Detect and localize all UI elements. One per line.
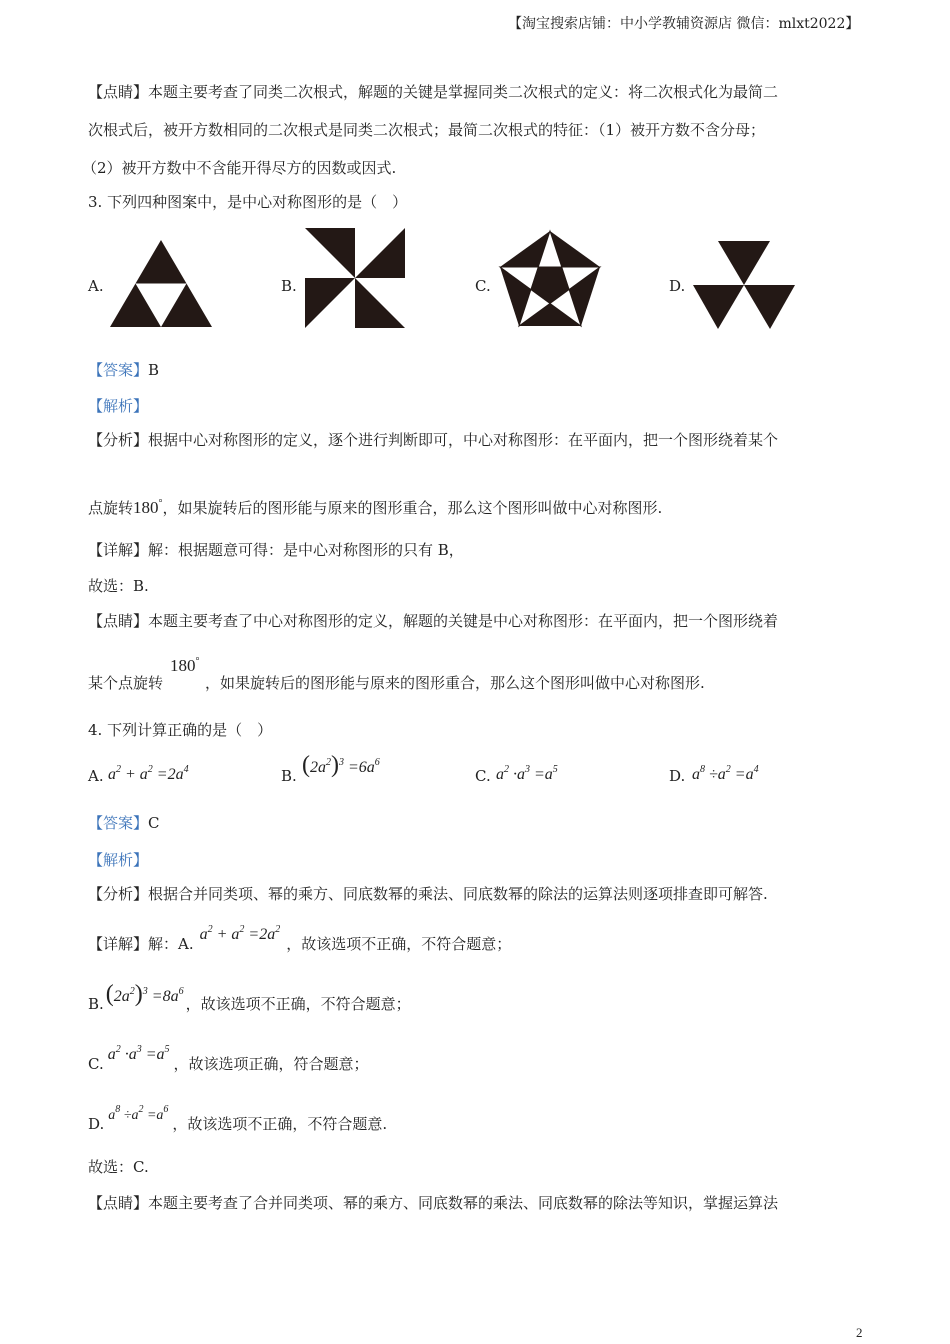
q4-xiangjie-b-label: B. — [88, 995, 104, 1013]
q4-xiangjie-c-label: C. — [88, 1055, 104, 1073]
q3-option-a-triforce-figure — [108, 238, 214, 330]
q4-option-b-label: B. — [281, 767, 297, 785]
q3-fenxi-line-2-post: ，如果旋转后的图形能与原来的图形重合，那么这个图形叫做中心对称图形. — [162, 499, 663, 517]
q2-note-line-3: （2）被开方数中不含能开得尽方的因数或因式. — [82, 159, 397, 177]
q4-xiangjie-b-formula: $(2a^2)^3 =8a^6$ — [105, 981, 184, 1007]
q3-dianjing-line-1: 【点睛】本题主要考查了中心对称图形的定义，解题的关键是中心对称图形：在平面内，把一个图形绕着 — [88, 612, 779, 630]
q4-option-a-label: A. — [88, 767, 104, 785]
q3-answer-tag: 【答案】 — [88, 361, 149, 379]
q4-xiangjie-a — [88, 924, 512, 955]
q4-xiangjie-a-text: ，故该选项不正确，不符合题意； — [286, 935, 512, 953]
q3-fenxi-line-2 — [88, 494, 662, 518]
q4-xiangjie-b — [88, 981, 411, 1015]
q3-stem: 3. 下列四种图案中，是中心对称图形的是（ ） — [88, 193, 408, 211]
q4-option-b-formula: $(2a^2)^3 =6a^6$ — [302, 752, 380, 778]
q3-guxuan: 故选：B. — [88, 577, 149, 595]
q3-fenxi-line-2-pre: 点旋转 — [88, 499, 134, 517]
q3-option-c-pentagon-star-figure — [497, 229, 603, 329]
q4-guxuan: 故选：C. — [88, 1158, 149, 1176]
q4-xiangjie-d-text: ，故该选项不正确，不符合题意. — [172, 1115, 388, 1133]
q3-answer — [88, 360, 159, 380]
q4-xiangjie-d-label: D. — [88, 1115, 105, 1133]
q4-option-d-formula: $a^8 \div a^2 =a^4$ — [692, 764, 759, 783]
q4-xiangjie-d-formula: $a^8 \div a^2 =a^6$ — [108, 1104, 169, 1123]
q4-stem: 4. 下列计算正确的是（ ） — [88, 721, 273, 739]
q4-fenxi: 【分析】根据合并同类项、幂的乘方、同底数幂的乘法、同底数幂的除法的运算法则逐项排查即可解答. — [88, 885, 768, 903]
q3-dianjing-line-2-post: ，如果旋转后的图形能与原来的图形重合，那么这个图形叫做中心对称图形. — [205, 674, 705, 692]
q4-dianjing: 【点睛】本题主要考查了合并同类项、幂的乘方、同底数幂的乘法、同底数幂的除法等知识，掌握运算法 — [88, 1194, 779, 1212]
q3-dianjing-angle: 180° — [170, 656, 200, 675]
q3-option-a-label: A. — [88, 277, 104, 295]
q4-option-c-formula: $a^2 \cdot a^3 =a^5$ — [496, 764, 558, 783]
q3-analysis-tag: 【解析】 — [88, 397, 149, 415]
q4-answer-tag: 【答案】 — [88, 814, 149, 832]
q4-xiangjie-c-text: ，故该选项正确，符合题意； — [173, 1055, 369, 1073]
q3-option-d-label: D. — [669, 277, 686, 295]
q4-xiangjie-c — [88, 1044, 369, 1075]
q3-option-c-label: C. — [475, 277, 491, 295]
q3-dianjing-line-2-pre: 某个点旋转 — [88, 674, 164, 692]
q3-xiangjie: 【详解】解：根据题意可得：是中心对称图形的只有 B， — [88, 541, 464, 559]
q3-option-b-label: B. — [281, 277, 297, 295]
q4-answer — [88, 813, 160, 833]
q3-dianjing-line-2 — [88, 673, 705, 693]
q3-fenxi-angle: 180° — [133, 498, 163, 517]
q2-note-line-1: 【点睛】本题主要考查了同类二次根式，解题的关键是掌握同类二次根式的定义：将二次根式化为最简二 — [88, 83, 779, 101]
q4-xiangjie-c-formula: $a^2 \cdot a^3 =a^5$ — [107, 1044, 170, 1063]
page-header: 【淘宝搜索店铺：中小学教辅资源店 微信：mlxt2022】 — [508, 16, 860, 32]
q3-option-b-pinwheel-figure — [303, 226, 407, 330]
q3-fenxi-line-1: 【分析】根据中心对称图形的定义，逐个进行判断即可，中心对称图形：在平面内，把一个图形绕着某个 — [88, 431, 779, 449]
q4-xiangjie-d — [88, 1104, 388, 1136]
q4-xiangjie-pre: 【详解】解：A. — [88, 935, 194, 953]
q3-option-d-three-triangles-figure — [691, 239, 797, 331]
q2-note-line-2: 次根式后，被开方数相同的二次根式是同类二次根式；最简二次根式的特征：（1）被开方数不含分母； — [88, 121, 766, 139]
page-number: 2 — [856, 1325, 863, 1340]
q4-option-d-label: D. — [669, 767, 686, 785]
q3-answer-value: B — [148, 361, 160, 379]
q4-xiangjie-b-text: ，故该选项不正确，不符合题意； — [185, 995, 411, 1013]
q4-option-c-label: C. — [475, 767, 491, 785]
q4-answer-value: C — [148, 814, 160, 832]
q4-xiangjie-a-formula: $a^2 + a^2 =2a^2$ — [199, 924, 281, 943]
q4-option-a-formula: $a^2 + a^2 =2a^4$ — [108, 764, 189, 783]
q4-analysis-tag: 【解析】 — [88, 851, 149, 869]
